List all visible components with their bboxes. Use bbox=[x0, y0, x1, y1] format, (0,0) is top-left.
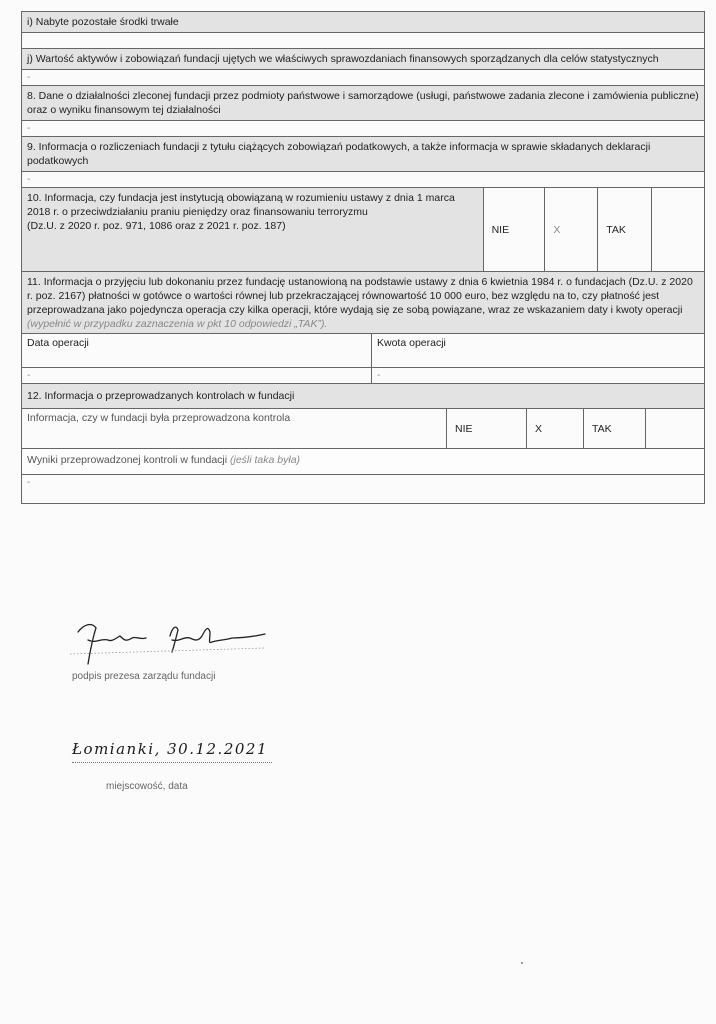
control-results-note: (jeśli taka była) bbox=[230, 454, 301, 466]
section-i-heading: i) Nabyte pozostałe środki trwałe bbox=[21, 11, 705, 33]
place-date-caption: miejscowość, data bbox=[106, 781, 188, 792]
operation-amount-value: - bbox=[371, 368, 704, 383]
section-12-tak-label: TAK bbox=[583, 409, 645, 448]
section-j-value: - bbox=[21, 70, 705, 86]
section-9-heading: 9. Informacja o rozliczeniach fundacji z tytułu ciążących zobowiązań podatkowych, a także informacja w sprawie składanych deklaracji podatkowych bbox=[21, 137, 705, 172]
control-question: Informacja, czy w fundacji była przeprowadzona kontrola bbox=[27, 412, 291, 424]
operation-date-value: - bbox=[27, 370, 31, 381]
section-8-value: - bbox=[21, 121, 705, 137]
place-date-handwritten: Łomianki, 30.12.2021 bbox=[72, 740, 268, 758]
section-10-tak-label: TAK bbox=[597, 188, 651, 271]
section-10-nie-checkbox[interactable]: X bbox=[544, 188, 597, 271]
section-10-reference: (Dz.U. z 2020 r. poz. 971, 1086 oraz z 2021 r. poz. 187) bbox=[27, 220, 286, 232]
signature bbox=[60, 610, 275, 675]
section-11-note: (wypełnić w przypadku zaznaczenia w pkt 10 odpowiedzi „TAK”). bbox=[27, 318, 328, 330]
section-12-nie-label: NIE bbox=[446, 409, 526, 448]
section-10-nie-label: NIE bbox=[483, 188, 545, 271]
section-11-values-row bbox=[21, 368, 705, 384]
section-9-value: - bbox=[21, 172, 705, 188]
section-10-tak-checkbox[interactable] bbox=[651, 188, 704, 271]
control-results-label-row bbox=[21, 449, 705, 475]
section-11-heading: 11. Informacja o przyjęciu lub dokonaniu przez fundację ustanowioną na podstawie ustawy z dnia 6 kwietnia 1984 r. o fundacjach (Dz.U. z 2020 r. poz. 2167) płatności w gotówce o wartości równej lub przekraczającej równowartość 10 000 euro, bez względu na to, czy płatność jest przeprowadzana jako pojedyncza operacja czy kilka operacji, które wydają się ze sobą powiązane, wraz ze wskazaniem daty i kwoty operacji bbox=[27, 276, 693, 316]
section-11-labels-row bbox=[21, 334, 705, 368]
section-11-heading-block bbox=[21, 272, 705, 334]
section-i-value bbox=[21, 33, 705, 49]
section-12-tak-checkbox[interactable] bbox=[645, 409, 704, 448]
control-results-label: Wyniki przeprowadzonej kontroli w fundacji bbox=[27, 454, 228, 466]
handwritten-signature bbox=[60, 610, 275, 670]
section-10-heading: 10. Informacja, czy fundacja jest instytucją obowiązaną w rozumieniu ustawy z dnia 1 marca 2018 r. o przeciwdziałaniu praniu pieniędzy oraz finansowaniu terroryzmu bbox=[27, 192, 455, 218]
section-10-question bbox=[22, 188, 483, 271]
section-8-heading: 8. Dane o działalności zleconej fundacji przez podmioty państwowe i samorządowe (usługi, państwowe zadania zlecone i zamówienia publiczne) oraz o wyniku finansowym tej działalności bbox=[21, 86, 705, 121]
operation-amount-label: Kwota operacji bbox=[371, 334, 704, 367]
operation-date-label: Data operacji bbox=[27, 337, 89, 349]
section-10-row bbox=[21, 188, 705, 272]
section-12-control-row bbox=[21, 409, 705, 449]
place-date-line bbox=[72, 762, 272, 763]
section-12-nie-checkbox[interactable]: X bbox=[526, 409, 583, 448]
control-results-value: - bbox=[21, 475, 705, 504]
financial-report-form bbox=[21, 11, 705, 504]
scan-speck bbox=[521, 962, 523, 964]
section-j-heading: j) Wartość aktywów i zobowiązań fundacji ujętych we właściwych sprawozdaniach finansowych sporządzanych dla celów statystycznych bbox=[21, 49, 705, 70]
signature-caption: podpis prezesa zarządu fundacji bbox=[72, 671, 216, 682]
section-12-heading: 12. Informacja o przeprowadzanych kontrolach w fundacji bbox=[21, 384, 705, 409]
